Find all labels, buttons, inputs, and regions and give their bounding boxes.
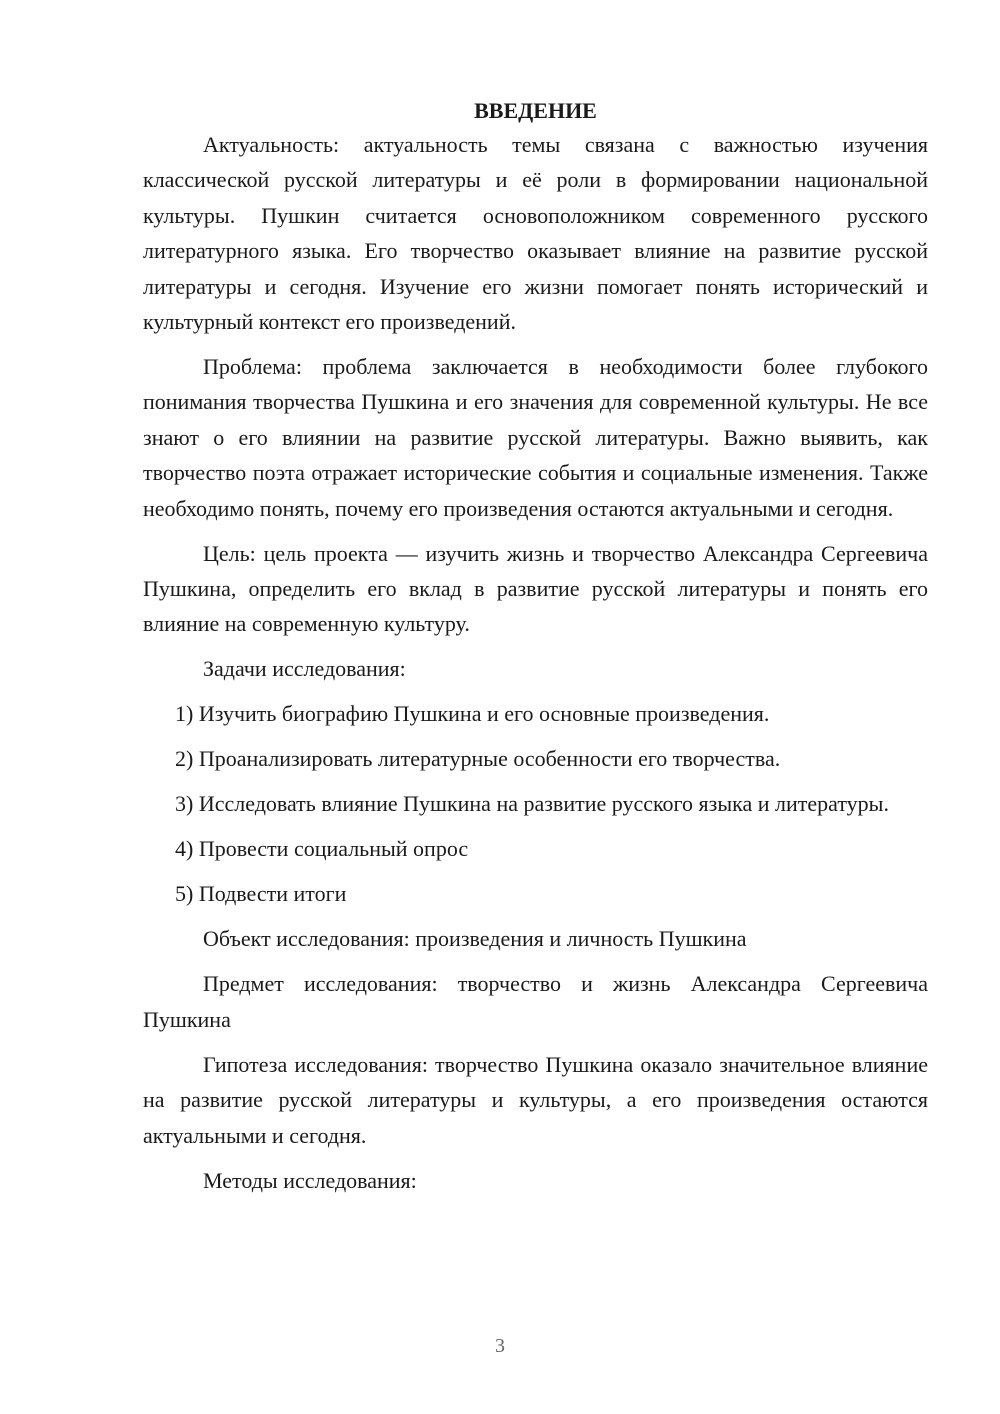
task-item: 3) Исследовать влияние Пушкина на развитие русского языка и литературы. xyxy=(175,791,889,817)
methods-heading: Методы исследования: xyxy=(203,1167,417,1193)
page-content xyxy=(143,95,928,1198)
relevance-paragraph: Актуальность: актуальность темы связана с важностью изучения классической русской литературы и её роли в формировании национальной культуры. Пушкин считается основоположником современного русского литературного языка. Его творчество оказывает влияние на развитие русской литературы и сегодня. Изучение его жизни помогает понять исторический и культурный контекст его произведений. xyxy=(143,132,928,335)
task-item: 2) Проанализировать литературные особенности его творчества. xyxy=(175,746,781,772)
goal-paragraph: Цель: цель проекта — изучить жизнь и творчество Александра Сергеевича Пушкина, определить его вклад в развитие русской литературы и понять его влияние на современную культуру. xyxy=(143,540,928,637)
problem-paragraph: Проблема: проблема заключается в необходимости более глубокого понимания творчества Пушкина и его значения для современной культуры. Не все знают о его влиянии на развитие русской литературы. Важно выявить, как творчество поэта отражает исторические события и социальные изменения. Также необходимо понять, почему его произведения остаются актуальными и сегодня. xyxy=(143,354,928,521)
tasks-heading: Задачи исследования: xyxy=(203,656,406,682)
task-item: 4) Провести социальный опрос xyxy=(175,836,469,862)
section-heading: ВВЕДЕНИЕ xyxy=(474,98,597,123)
object-paragraph: Объект исследования: произведения и личность Пушкина xyxy=(203,926,747,952)
subject-paragraph: Предмет исследования: творчество и жизнь Александра Сергеевича Пушкина xyxy=(143,971,928,1032)
hypothesis-paragraph: Гипотеза исследования: творчество Пушкина оказало значительное влияние на развитие русской литературы и культуры, а его произведения остаются актуальными и сегодня. xyxy=(143,1051,928,1148)
page-number: 3 xyxy=(495,1335,505,1357)
task-item: 5) Подвести итоги xyxy=(175,881,347,907)
task-item: 1) Изучить биографию Пушкина и его основные произведения. xyxy=(175,701,770,727)
